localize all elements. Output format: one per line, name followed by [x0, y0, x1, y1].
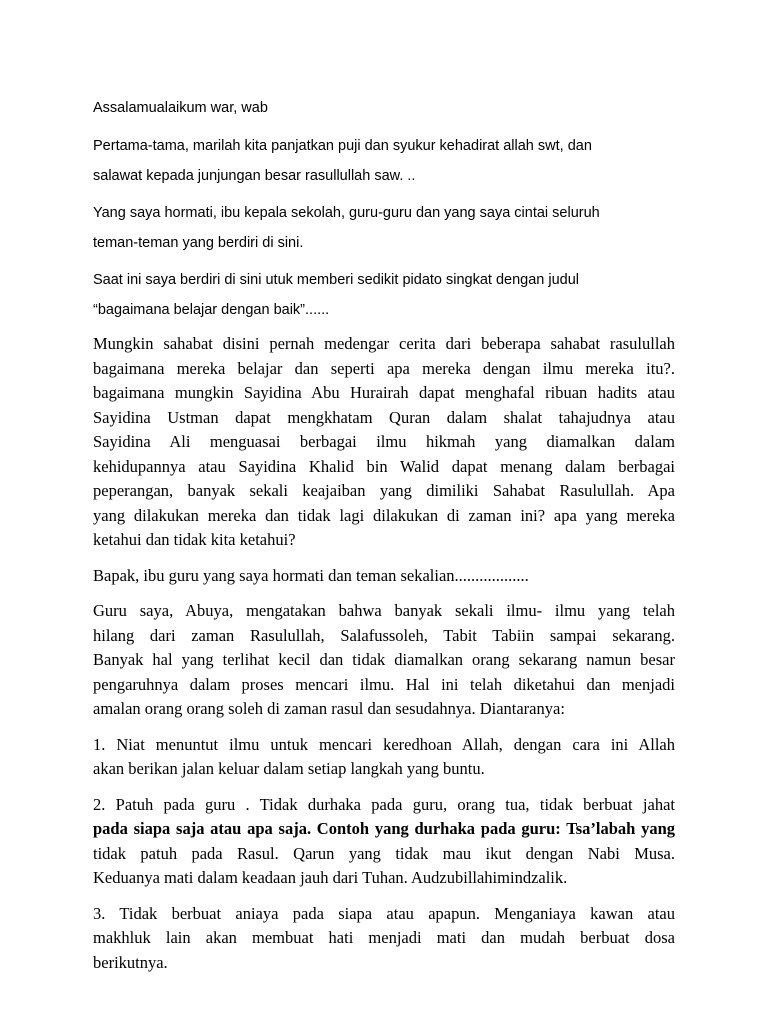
p1-line-1: Mungkin sahabat disini pernah medengar cerita dari beberapa sahabat rasulullah: [93, 334, 675, 353]
list-item-3: [93, 902, 675, 976]
item3-line-2: makhluk lain akan membuat hati menjadi mati dan mudah berbuat dosa: [93, 928, 675, 947]
list-item-1: [93, 733, 675, 782]
item2-line-1: 2. Patuh pada guru . Tidak durhaka pada guru, orang tua, tidak berbuat jahat: [93, 794, 675, 814]
p3-line-2: hilang dari zaman Rasulullah, Salafussoleh, Tabit Tabiin sampai sekarang.: [93, 625, 675, 645]
intro-paragraph: [93, 265, 675, 325]
greeting-text: [93, 93, 675, 123]
p1-line-9: ketahui dan tidak kita ketahui?: [93, 530, 296, 549]
item2-line-3: tidak patuh pada Rasul. Qarun yang tidak mau ikut dengan Nabi Musa.: [93, 843, 675, 863]
intro-line-1: Saat ini saya berdiri di sini utuk memberi sedikit pidato singkat dengan judul: [93, 272, 580, 288]
p1-line-7: peperangan, banyak sekali keajaiban yang dimiliki Sahabat Rasulullah. Apa: [93, 481, 675, 500]
item1-line-1: 1. Niat menuntut ilmu untuk mencari keredhoan Allah, dengan cara ini Allah: [93, 734, 675, 754]
p2-line: Bapak, ibu guru yang saya hormati dan teman sekalian..................: [93, 565, 529, 585]
item2-line-4: Keduanya mati dalam keadaan jauh dari Tuhan. Audzubillahimindzalik.: [93, 868, 568, 887]
respect-line-2: teman-teman yang berdiri di sini.: [93, 235, 304, 251]
respect-paragraph: [93, 198, 675, 258]
opening-paragraph: [93, 131, 675, 191]
item3-line-1: 3. Tidak berbuat aniaya pada siapa atau apapun. Menganiaya kawan atau: [93, 903, 675, 923]
respect-line-1: Yang saya hormati, ibu kepala sekolah, guru-guru dan yang saya cintai seluruh: [93, 205, 600, 221]
document-page: [93, 93, 675, 986]
guru-paragraph: [93, 599, 675, 722]
p3-line-5: amalan orang orang soleh di zaman rasul dan sesudahnya. Diantaranya:: [93, 699, 565, 718]
p1-line-5: Sayidina Ali menguasai berbagai ilmu hikmah yang diamalkan dalam: [93, 432, 675, 451]
p1-line-6: kehidupannya atau Sayidina Khalid bin Walid dapat menang dalam berbagai: [93, 456, 675, 476]
p1-line-2: bagaimana mereka belajar dan seperti apa mereka dengan ilmu mereka itu?.: [93, 358, 675, 378]
greeting-line: Assalamualaikum war, wab: [93, 100, 268, 116]
p1-line-3: bagaimana mungkin Sayidina Abu Hurairah dapat menghafal ribuan hadits atau: [93, 383, 675, 402]
address-paragraph: [93, 564, 675, 589]
p1-line-8: yang dilakukan mereka dan tidak lagi dilakukan di zaman ini? apa yang mereka: [93, 505, 675, 525]
opening-line-1: Pertama-tama, marilah kita panjatkan puji dan syukur kehadirat allah swt, dan: [93, 138, 592, 154]
list-item-2: [93, 793, 675, 891]
p1-line-4: Sayidina Ustman dapat mengkhatam Quran dalam shalat tahajudnya atau: [93, 407, 675, 427]
intro-line-2: “bagaimana belajar dengan baik”......: [93, 302, 330, 318]
p3-line-4: pengaruhnya dalam proses mencari ilmu. Hal ini telah diketahui dan menjadi: [93, 674, 675, 694]
item2-line-2-bold: pada siapa saja atau apa saja. Contoh yang durhaka pada guru: Tsa’labah yang: [93, 819, 675, 838]
p3-line-1: Guru saya, Abuya, mengatakan bahwa banyak sekali ilmu- ilmu yang telah: [93, 601, 675, 620]
sahabat-paragraph: [93, 332, 675, 553]
item1-line-2: akan berikan jalan keluar dalam setiap langkah yang buntu.: [93, 759, 485, 778]
item3-line-3: berikutnya.: [93, 952, 168, 972]
opening-line-2: salawat kepada junjungan besar rasullullah saw. ..: [93, 168, 416, 184]
p3-line-3: Banyak hal yang terlihat kecil dan tidak diamalkan orang sekarang namun besar: [93, 650, 675, 669]
